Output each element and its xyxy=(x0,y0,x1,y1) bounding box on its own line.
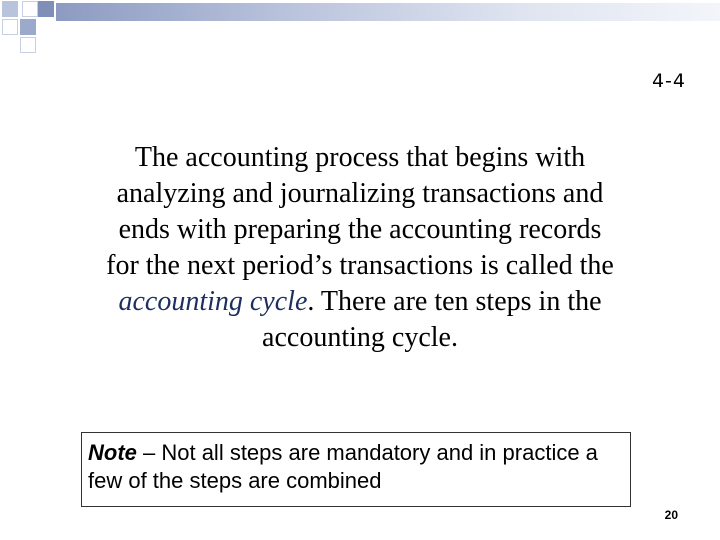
note-box xyxy=(81,432,631,507)
note-label: Note xyxy=(88,440,137,465)
decorative-square xyxy=(2,1,18,17)
decorative-square xyxy=(22,1,38,17)
paragraph-text-start: The accounting process that begins with analyzing and journalizing transactions and ends with preparing the accounting records for the next period’s transactions is called the xyxy=(106,142,614,281)
slide-code: 4-4 xyxy=(651,70,686,92)
paragraph-text-end: . There are ten steps in the accounting cycle. xyxy=(262,286,602,353)
decorative-square xyxy=(20,19,36,35)
note-text: – Not all steps are mandatory and in practice a few of the steps are combined xyxy=(88,440,598,493)
page-number: 20 xyxy=(664,508,678,522)
decorative-square xyxy=(2,19,18,35)
decorative-square xyxy=(38,1,54,17)
key-term: accounting cycle xyxy=(118,286,308,317)
main-paragraph xyxy=(100,140,620,356)
decorative-square xyxy=(20,37,36,53)
header-gradient-bar xyxy=(56,3,720,21)
